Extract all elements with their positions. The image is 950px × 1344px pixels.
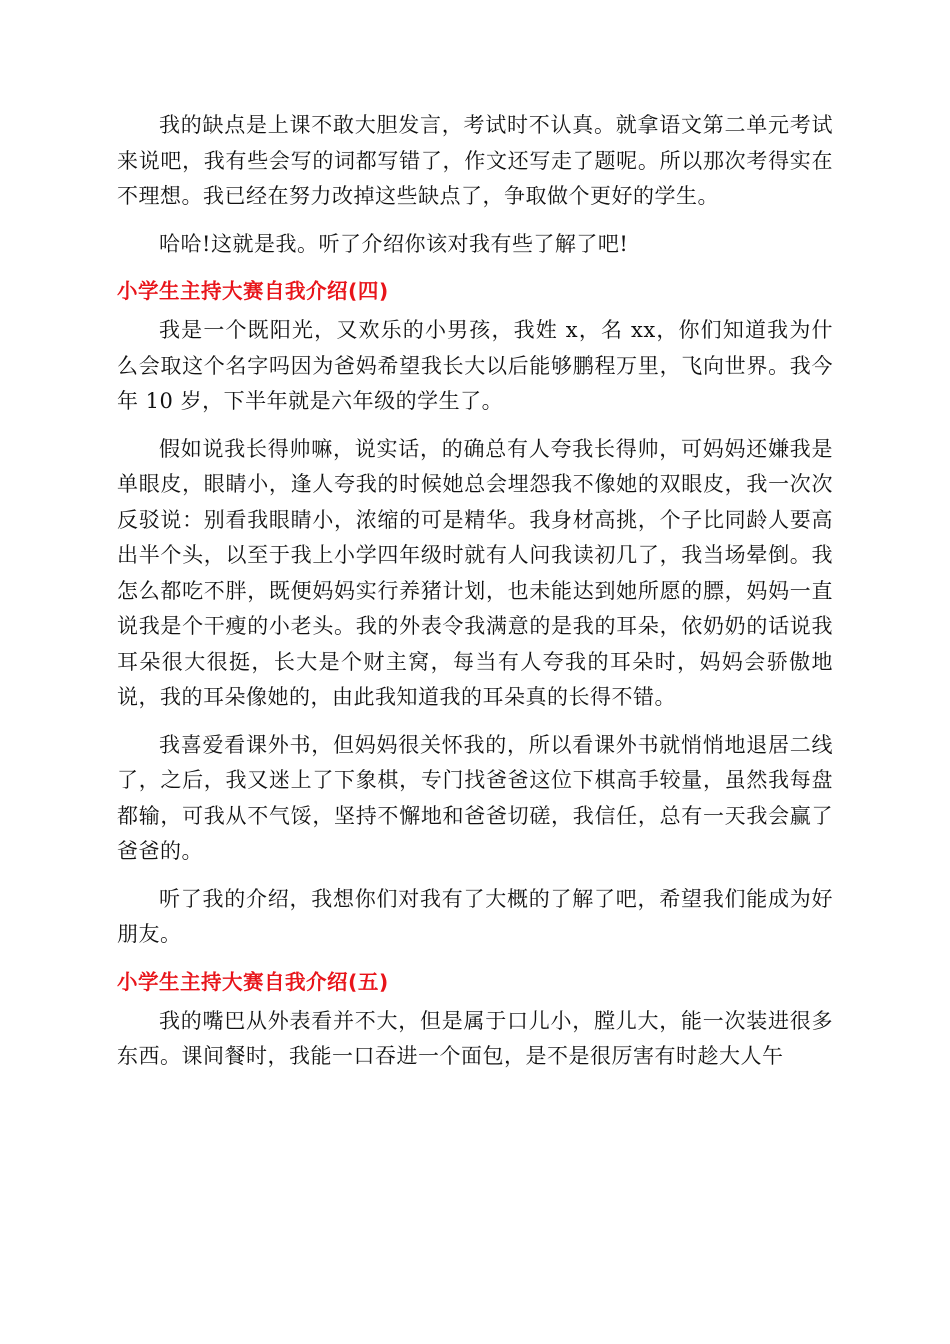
paragraph-appearance: 假如说我长得帅嘛，说实话，的确总有人夸我长得帅，可妈妈还嫌我是单眼皮，眼睛小，逢人夸我的时候她总会埋怨我不像她的双眼皮，我一次次反驳说：别看我眼睛小，浓缩的可是精华。我身材高挑，个子比同龄人要高出半个头，以至于我上小学四年级时就有人问我读初几了，我当场晕倒。我怎么都吃不胖，既便妈妈实行养猪计划，也未能达到她所愿的膘，妈妈一直说我是个干瘦的小老头。我的外表令我满意的是我的耳朵，依奶奶的话说我耳朵很大很挺，长大是个财主窝，每当有人夸我的耳朵时，妈妈会骄傲地说，我的耳朵像她的，由此我知道我的耳朵真的长得不错。 (117, 436, 833, 709)
paragraph-shortcomings: 我的缺点是上课不敢大胆发言，考试时不认真。就拿语文第二单元考试来说吧，我有些会写的词都写错了，作文还写走了题呢。所以那次考得实在不理想。我已经在努力改掉这些缺点了，争取做个更好的学生。 (117, 113, 833, 208)
paragraph-intro: 我是一个既阳光，又欢乐的小男孩，我姓 x，名 xx，你们知道我为什么会取这个名字吗因为爸妈希望我长大以后能够鹏程万里，飞向世界。我今年 10 岁，下半年就是六年级的学生了。 (117, 318, 833, 413)
paragraph-mouth: 我的嘴巴从外表看并不大，但是属于口儿小，膛儿大，能一次装进很多东西。课间餐时，我能一口吞进一个面包，是不是很厉害有时趁大人午 (117, 1008, 833, 1068)
paragraph-hobbies: 我喜爱看课外书，但妈妈很关怀我的，所以看课外书就悄悄地退居二线了，之后，我又迷上了下象棋，专门找爸爸这位下棋高手较量，虽然我每盘都输，可我从不气馁，坚持不懈地和爸爸切磋，我信任，总有一天我会赢了爸爸的。 (117, 732, 833, 863)
document-body (117, 108, 833, 1087)
paragraph-friends: 听了我的介绍，我想你们对我有了大概的了解了吧，希望我们能成为好朋友。 (117, 886, 833, 946)
section-heading-5: 小学生主持大赛自我介绍(五) (117, 969, 389, 994)
section-heading-4: 小学生主持大赛自我介绍(四) (117, 279, 389, 303)
paragraph-closing: 哈哈!这就是我。听了介绍你该对我有些了解了吧! (159, 231, 629, 256)
